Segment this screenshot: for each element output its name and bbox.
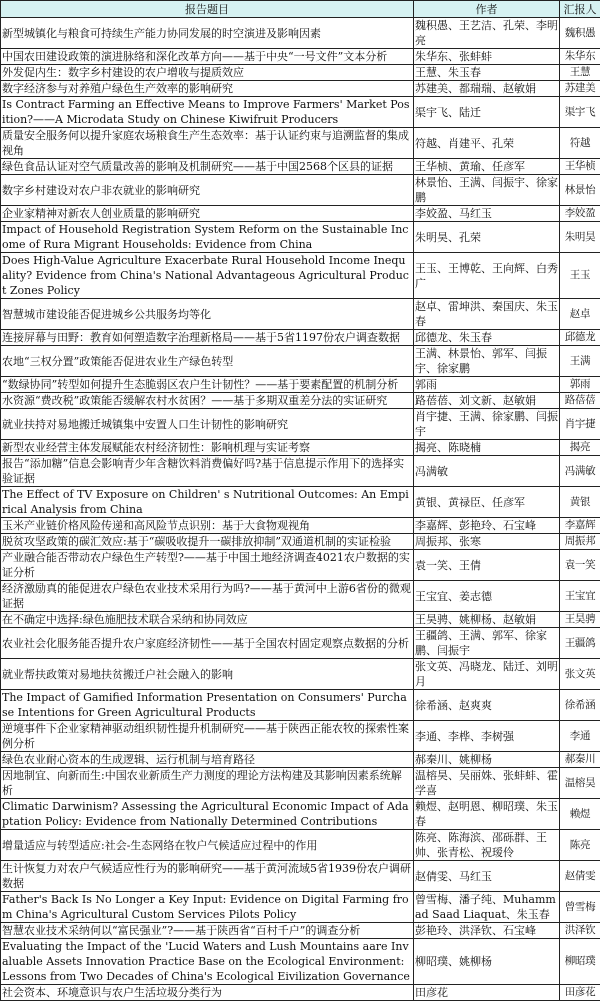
report-title-cell: 数字乡村建设对农户非农就业的影响研究 <box>1 175 414 206</box>
authors-cell: 温榕昊、吴丽姝、张蚌蚌、霍学喜 <box>414 768 560 799</box>
authors-cell: 柳昭璞、姚柳杨 <box>414 939 560 985</box>
presenter-cell: 田彦花 <box>560 985 600 1001</box>
presenter-cell: 温榕昊 <box>560 768 600 799</box>
report-title-cell: Climatic Darwinism? Assessing the Agricultural Economic Impact of Adaptation Policy: Evidence from Nationally Determined Contributions <box>1 799 414 830</box>
table-row <box>1 768 600 799</box>
report-title-cell: Does High-Value Agriculture Exacerbate Rural Household Income Inequality? Evidence from China's National Advantageous Agricultural Product Zones Policy <box>1 253 414 299</box>
presenter-cell: 郝秦川 <box>560 752 600 768</box>
presenter-cell: 林景怡 <box>560 175 600 206</box>
table-row <box>1 330 600 346</box>
presenter-cell: 赖煜 <box>560 799 600 830</box>
authors-cell: 周振邦、张寒 <box>414 534 560 550</box>
report-title-cell: 绿色农业耐心资本的生成逻辑、运行机制与培育路径 <box>1 752 414 768</box>
column-header-title: 报告题目 <box>1 1 414 18</box>
authors-cell: 赖煜、赵明恩、柳昭璞、朱玉春 <box>414 799 560 830</box>
table-body <box>1 18 600 1001</box>
presenter-cell: 苏建美 <box>560 81 600 97</box>
authors-cell: 路蓓蓓、刘文新、赵敏娟 <box>414 393 560 409</box>
presenter-cell: 肖宇捷 <box>560 409 600 440</box>
report-title-cell: 数字经济参与对养殖户绿色生产效率的影响研究 <box>1 81 414 97</box>
presenter-cell: 李通 <box>560 721 600 752</box>
authors-cell: 赵卓、雷坤洪、秦国庆、朱玉春 <box>414 299 560 330</box>
report-title-cell: 玉米产业链价格风险传递和高风险节点识别：基于大食物观视角 <box>1 518 414 534</box>
report-title-cell: 脱贫攻坚政策的碳汇效应:基于“碳吸收提升一碳排放抑制”双通道机制的实证检验 <box>1 534 414 550</box>
table-row <box>1 440 600 456</box>
table-row <box>1 175 600 206</box>
presenter-cell: 黄银 <box>560 487 600 518</box>
table-row <box>1 799 600 830</box>
table-row <box>1 128 600 159</box>
table-row <box>1 861 600 892</box>
table-row <box>1 222 600 253</box>
table-row <box>1 409 600 440</box>
authors-cell: 魏积愚、王艺洁、孔荣、李明亮 <box>414 18 560 49</box>
table-row <box>1 159 600 175</box>
authors-cell: 林景怡、王满、闫振宇、徐家鹏 <box>414 175 560 206</box>
authors-cell: 苏建美、都瑞瑞、赵敏娟 <box>414 81 560 97</box>
presenter-cell: 王宝宜 <box>560 581 600 612</box>
table-row <box>1 253 600 299</box>
authors-cell: 张文英、冯晓龙、陆迁、刘明月 <box>414 659 560 690</box>
table-row <box>1 892 600 923</box>
table-row <box>1 81 600 97</box>
authors-cell: 渠宇飞、陆迁 <box>414 97 560 128</box>
report-title-cell: 就业帮扶政策对易地扶贫搬迁户社会融入的影响 <box>1 659 414 690</box>
authors-cell: 陈亮、陈海滨、邵砾群、王帅、张青松、祝瑷伶 <box>414 830 560 861</box>
table-row <box>1 377 600 393</box>
report-title-cell: 农业社会化服务能否提升农户家庭经济韧性——基于全国农村固定观察点数据的分析 <box>1 628 414 659</box>
authors-cell: 郝秦川、姚柳杨 <box>414 752 560 768</box>
table-row <box>1 487 600 518</box>
authors-cell: 肖宇捷、王满、徐家鹏、闫振宇 <box>414 409 560 440</box>
authors-cell: 王昊骋、姚柳杨、赵敏娟 <box>414 612 560 628</box>
report-title-cell: 经济激励真的能促进农户绿色农业技术采用行为吗?——基于黄河中上游6省份的微观证据 <box>1 581 414 612</box>
table-row <box>1 690 600 721</box>
table-row <box>1 939 600 985</box>
presenter-cell: 王满 <box>560 346 600 377</box>
presenter-cell: 符越 <box>560 128 600 159</box>
presenter-cell: 王华桢 <box>560 159 600 175</box>
presenter-cell: 路蓓蓓 <box>560 393 600 409</box>
presenter-cell: 朱华东 <box>560 49 600 65</box>
report-title-cell: 生计恢复力对农户气候适应性行为的影响研究——基于黄河流域5省1939份农户调研数据 <box>1 861 414 892</box>
authors-cell: 田彦花 <box>414 985 560 1001</box>
presenter-cell: 揭亮 <box>560 440 600 456</box>
authors-cell: 李嘉辉、彭艳玲、石宝峰 <box>414 518 560 534</box>
report-title-cell: Impact of Household Registration System Reform on the Sustainable Income of Rura Migrant Households: Evidence from China <box>1 222 414 253</box>
report-title-cell: “数绿协同”转型如何提升生态脆弱区农户生计韧性？——基于要素配置的机制分析 <box>1 377 414 393</box>
table-row <box>1 830 600 861</box>
table-row <box>1 659 600 690</box>
table-row <box>1 97 600 128</box>
presenter-cell: 柳昭璞 <box>560 939 600 985</box>
report-title-cell: 中国农田建设政策的演进脉络和深化改革方向——基于中央“一号文件”文本分析 <box>1 49 414 65</box>
authors-cell: 邱德龙、朱玉春 <box>414 330 560 346</box>
table-row <box>1 299 600 330</box>
presenter-cell: 陈亮 <box>560 830 600 861</box>
presenter-cell: 王疆鸽 <box>560 628 600 659</box>
table-row <box>1 752 600 768</box>
table-row <box>1 721 600 752</box>
authors-cell: 曾雪梅、潘子纯、Muhammad Saad Liaquat、朱玉春 <box>414 892 560 923</box>
table-row <box>1 985 600 1001</box>
table-row <box>1 49 600 65</box>
report-title-cell: 水资源“费改税”政策能否缓解农村水贫困？——基于多期双重差分法的实证研究 <box>1 393 414 409</box>
authors-cell: 王疆鸽、王满、郭军、徐家鹏、闫振宇 <box>414 628 560 659</box>
report-title-cell: The Impact of Gamified Information Presentation on Consumers' Purchase Intentions for Green Agricultural Products <box>1 690 414 721</box>
authors-cell: 王满、林景怡、郭军、闫振宇、徐家鹏 <box>414 346 560 377</box>
authors-cell: 王宝宜、姜志德 <box>414 581 560 612</box>
table-row <box>1 628 600 659</box>
report-title-cell: 智慧农业技术采纳何以“富民强业”?——基于陕西省“百村千户”的调查分析 <box>1 923 414 939</box>
table-header-row <box>1 1 600 18</box>
presenter-cell: 冯满敏 <box>560 456 600 487</box>
report-title-cell: 在不确定中选择:绿色施肥技术联合采纳和协同效应 <box>1 612 414 628</box>
authors-cell: 黄银、黄禄臣、任彦军 <box>414 487 560 518</box>
authors-cell: 符越、肖建平、孔荣 <box>414 128 560 159</box>
table-row <box>1 18 600 49</box>
report-title-cell: 就业扶持对易地搬迁城镇集中安置人口生计韧性的影响研究 <box>1 409 414 440</box>
presenter-cell: 赵卓 <box>560 299 600 330</box>
authors-cell: 王玉、王博乾、王向辉、白秀广 <box>414 253 560 299</box>
table-row <box>1 206 600 222</box>
presenter-cell: 张文英 <box>560 659 600 690</box>
presenter-cell: 袁一笑 <box>560 550 600 581</box>
authors-cell: 袁一笑、王倩 <box>414 550 560 581</box>
presenter-cell: 洪泽钦 <box>560 923 600 939</box>
report-title-cell: 农地“三权分置”政策能否促进农业生产绿色转型 <box>1 346 414 377</box>
report-title-cell: 增量适应与转型适应:社会-生态网络在牧户气候适应过程中的作用 <box>1 830 414 861</box>
column-header-authors: 作者 <box>414 1 560 18</box>
authors-cell: 朱明昊、孔荣 <box>414 222 560 253</box>
table-row <box>1 550 600 581</box>
report-title-cell: 报告“添加糖”信息会影响青少年含糖饮料消费偏好吗?基于信息提示作用下的选择实验证据 <box>1 456 414 487</box>
report-title-cell: 因地制宜、向新而生:中国农业新质生产力测度的理论方法构建及其影响因素系统解析 <box>1 768 414 799</box>
report-title-cell: Evaluating the Impact of the 'Lucid Waters and Lush Mountains aare Invaluable Assets Innovation Practice Base on the Ecological Environment: Lessons from Two Decades of China's Ecological Eivilization Governance <box>1 939 414 985</box>
presenter-cell: 赵倩雯 <box>560 861 600 892</box>
authors-cell: 赵倩雯、马红玉 <box>414 861 560 892</box>
report-title-cell: 社会资本、环境意识与农户生活垃圾分类行为 <box>1 985 414 1001</box>
presenter-cell: 邱德龙 <box>560 330 600 346</box>
report-title-cell: 外发促内生：数字乡村建设的农户增收与提质效应 <box>1 65 414 81</box>
presenter-cell: 魏积愚 <box>560 18 600 49</box>
presenter-cell: 王慧 <box>560 65 600 81</box>
authors-cell: 朱华东、张蚌蚌 <box>414 49 560 65</box>
report-title-cell: The Effect of TV Exposure on Children' s Nutritional Outcomes: An Empirical Analysis from China <box>1 487 414 518</box>
column-header-presenter: 汇报人 <box>560 1 600 18</box>
presenter-cell: 曾雪梅 <box>560 892 600 923</box>
report-title-cell: 连接屏幕与田野：教育如何塑造数字治理新格局——基于5省1197份农户调查数据 <box>1 330 414 346</box>
authors-cell: 郭雨 <box>414 377 560 393</box>
report-title-cell: 新型农业经营主体发展赋能农村经济韧性：影响机理与实证考察 <box>1 440 414 456</box>
authors-cell: 王慧、朱玉春 <box>414 65 560 81</box>
authors-cell: 李通、李桦、李树强 <box>414 721 560 752</box>
table-row <box>1 612 600 628</box>
authors-cell: 冯满敏 <box>414 456 560 487</box>
authors-cell: 王华桢、黄瑜、任彦军 <box>414 159 560 175</box>
report-title-cell: 企业家精神对新农人创业质量的影响研究 <box>1 206 414 222</box>
table-row <box>1 518 600 534</box>
table-row <box>1 65 600 81</box>
report-title-cell: 产业融合能否带动农户绿色生产转型?——基于中国土地经济调查4021农户数据的实证分析 <box>1 550 414 581</box>
table-row <box>1 534 600 550</box>
table-row <box>1 456 600 487</box>
table-row <box>1 581 600 612</box>
table-row <box>1 923 600 939</box>
presenter-cell: 徐希涵 <box>560 690 600 721</box>
presenter-cell: 郭雨 <box>560 377 600 393</box>
presenter-cell: 朱明昊 <box>560 222 600 253</box>
presenter-cell: 王玉 <box>560 253 600 299</box>
table-row <box>1 393 600 409</box>
presenter-cell: 李姣盈 <box>560 206 600 222</box>
authors-cell: 李姣盈、马红玉 <box>414 206 560 222</box>
authors-cell: 彭艳玲、洪泽钦、石宝峰 <box>414 923 560 939</box>
report-title-cell: 逆境事件下企业家精神驱动组织韧性提升机制研究——基于陕西正能农牧的探索性案例分析 <box>1 721 414 752</box>
table-row <box>1 346 600 377</box>
authors-cell: 揭亮、陈晓楠 <box>414 440 560 456</box>
presenter-cell: 周振邦 <box>560 534 600 550</box>
report-title-cell: 绿色食品认证对空气质量改善的影响及机制研究——基于中国2568个区县的证据 <box>1 159 414 175</box>
presenter-cell: 王昊骋 <box>560 612 600 628</box>
report-title-cell: 质量安全服务何以提升家庭农场粮食生产生态效率：基于认证约束与追溯监督的集成视角 <box>1 128 414 159</box>
presenter-cell: 渠宇飞 <box>560 97 600 128</box>
report-title-cell: 新型城镇化与粮食可持续生产能力协同发展的时空演进及影响因素 <box>1 18 414 49</box>
report-title-cell: Father's Back Is No Longer a Key Input: Evidence on Digital Farming from China's Agricultural Custom Services Pilots Policy <box>1 892 414 923</box>
report-title-cell: Is Contract Farming an Effective Means to Improve Farmers' Market Position?——A Microdata Study on Chinese Kiwifruit Producers <box>1 97 414 128</box>
authors-cell: 徐希涵、赵爽爽 <box>414 690 560 721</box>
report-title-cell: 智慧城市建设能否促进城乡公共服务均等化 <box>1 299 414 330</box>
presenter-cell: 李嘉辉 <box>560 518 600 534</box>
